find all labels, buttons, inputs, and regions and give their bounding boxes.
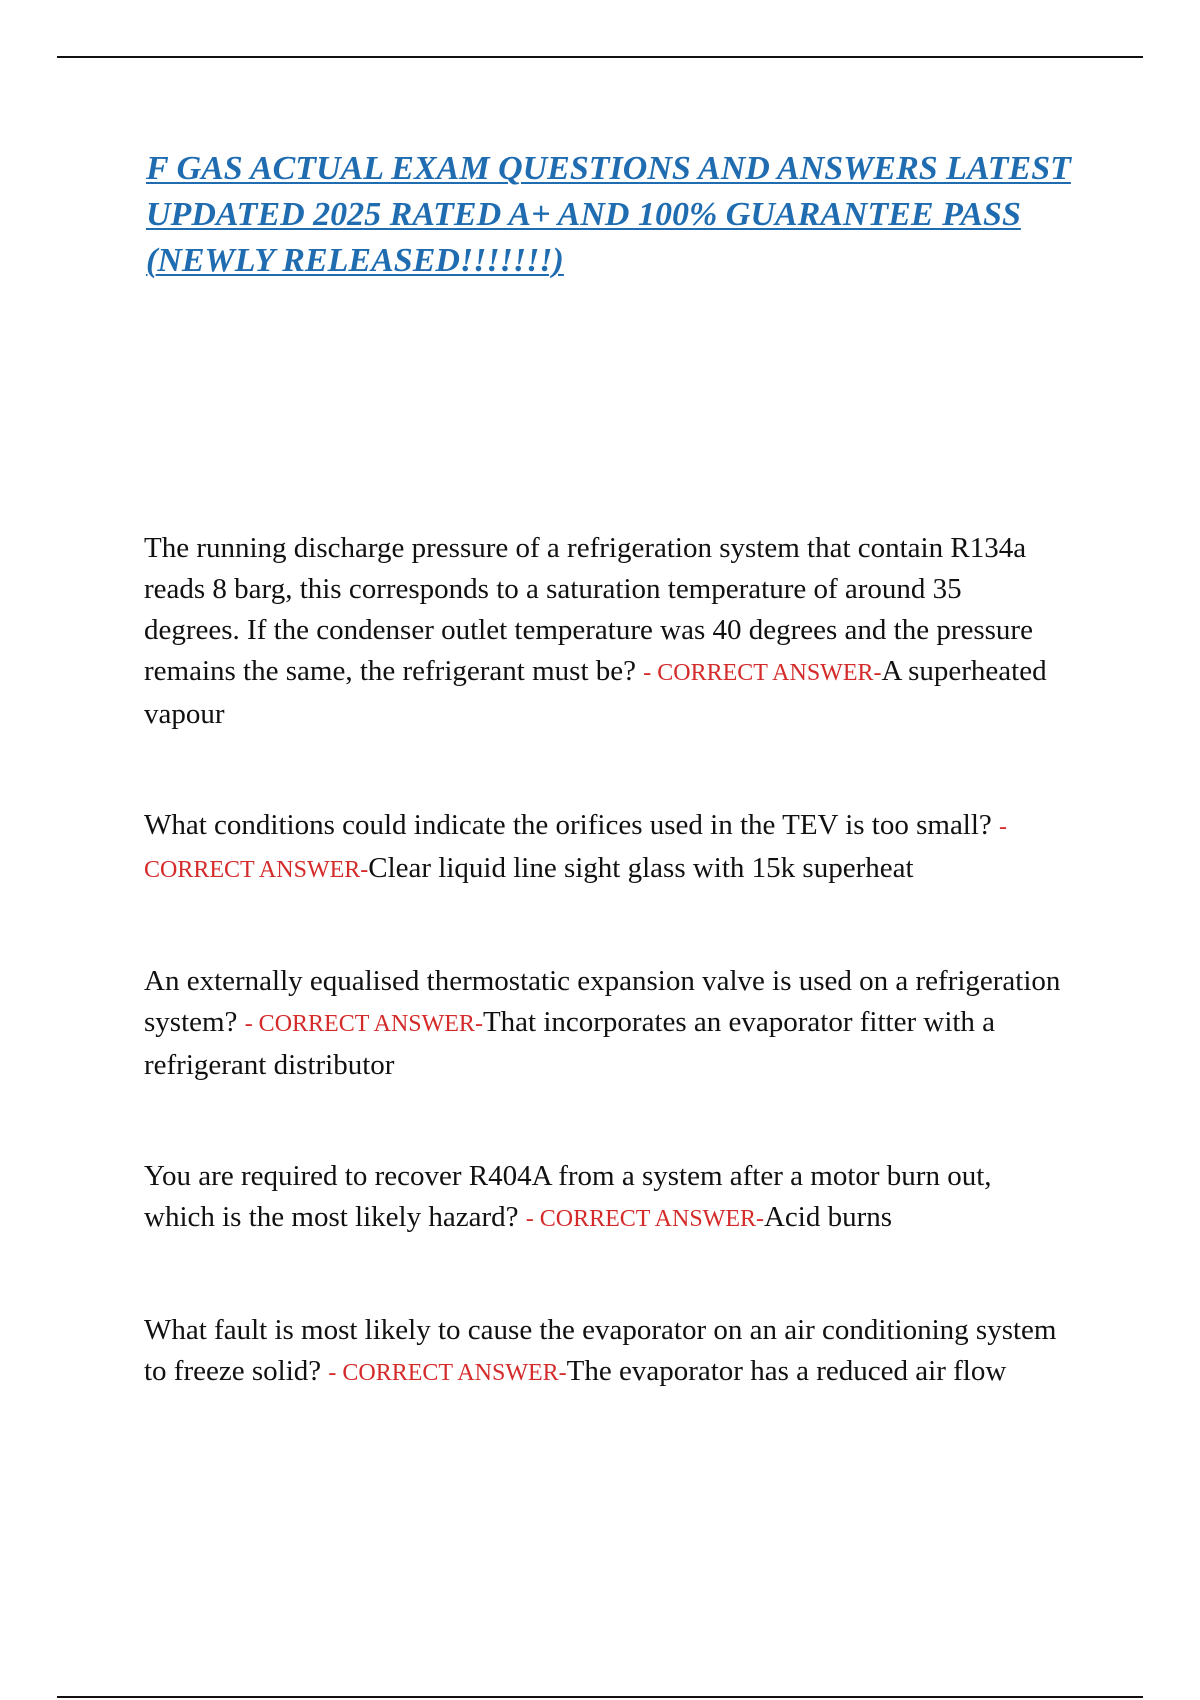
document-title: F GAS ACTUAL EXAM QUESTIONS AND ANSWERS LATEST UPDATED 2025 RATED A+ AND 100% GUARANTEE PASS (NEWLY RELEASED!!!!!!!) bbox=[146, 150, 1071, 279]
qa-item-4 bbox=[144, 1156, 1064, 1240]
qa-list bbox=[144, 528, 1064, 1394]
question-text: What fault is most likely to cause the evaporator on an air conditioning system to freeze solid? bbox=[144, 1314, 1057, 1387]
answer-text: The evaporator has a reduced air flow bbox=[566, 1355, 1007, 1387]
question-text: What conditions could indicate the orifices used in the TEV is too small? bbox=[144, 809, 1000, 841]
correct-answer-marker: - CORRECT ANSWER- bbox=[525, 1206, 764, 1232]
correct-answer-marker: - CORRECT ANSWER- bbox=[643, 660, 882, 686]
correct-answer-marker: - CORRECT ANSWER- bbox=[244, 1011, 483, 1037]
answer-text: Clear liquid line sight glass with 15k superheat bbox=[368, 852, 914, 884]
qa-item-3 bbox=[144, 961, 1064, 1086]
qa-item-2 bbox=[144, 805, 1064, 891]
answer-text: That incorporates an evaporator fitter with a refrigerant distributor bbox=[144, 1006, 996, 1081]
question-text: An externally equalised thermostatic expansion valve is used on a refrigeration system? bbox=[144, 965, 1061, 1038]
question-text: You are required to recover R404A from a system after a motor burn out, which is the most likely hazard? bbox=[144, 1160, 992, 1233]
question-text: The running discharge pressure of a refrigeration system that contain R134a reads 8 barg, this corresponds to a saturation temperature of around 35 degrees. If the condenser outlet temperature was 40 degrees and the pressure remains the same, the refrigerant must be? bbox=[144, 532, 1033, 687]
answer-text: Acid burns bbox=[763, 1201, 893, 1233]
correct-answer-marker: - CORRECT ANSWER- bbox=[144, 814, 1008, 883]
bottom-rule bbox=[57, 1696, 1143, 1698]
qa-item-5 bbox=[144, 1310, 1064, 1394]
correct-answer-marker: - CORRECT ANSWER- bbox=[328, 1360, 567, 1386]
qa-item-1 bbox=[144, 528, 1064, 735]
top-rule bbox=[57, 56, 1143, 58]
answer-text: A superheated vapour bbox=[144, 655, 1047, 730]
